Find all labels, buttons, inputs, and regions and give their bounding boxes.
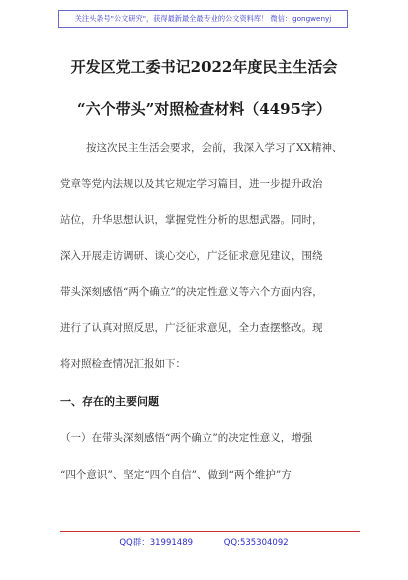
paragraph-line: 站位，升华思想认识，掌握党性分析的思想武器。同时， [60, 214, 323, 226]
paragraph-line: 党章等党内法规以及其它规定学习篇目，进一步提升政治 [60, 178, 323, 190]
footer-qq-contact: QQ:535304092 [223, 538, 289, 548]
footer-qq-group: QQ群：31991489 [119, 538, 194, 548]
paragraph-line: 深入开展走访调研、谈心交心，广泛征求意见建议，围绕 [60, 250, 323, 262]
banner-text: 关注头条号"公文研究"，获得最新最全最专业的公文资料库！ 微信：gongwenyj [74, 14, 332, 23]
paragraph-line: 将对照检查情况汇报如下： [60, 358, 186, 370]
paragraph-line: 按这次民主生活会要求，会前，我深入学习了XX精神、 [86, 142, 343, 154]
section-line: “四个意识”、坚定“四个自信”、做到“两个维护”方 [60, 469, 292, 481]
document-title-line-2: “六个带头”对照检查材料（4495字） [76, 100, 331, 118]
footer-divider [60, 531, 360, 532]
header-banner [58, 10, 348, 28]
section-line: （一）在带头深刻感悟“两个确立”的决定性意义，增强 [60, 432, 313, 444]
paragraph-line: 进行了认真对照反思，广泛征求意见，全力查摆整改。现 [60, 322, 323, 334]
section-heading: 一、存在的主要问题 [60, 395, 159, 408]
document-title-line-1: 开发区党工委书记2022年度民主生活会 [70, 58, 338, 76]
paragraph-line: 带头深刻感悟“两个确立”的决定性意义等六个方面内容， [60, 286, 323, 298]
footer [0, 536, 408, 548]
